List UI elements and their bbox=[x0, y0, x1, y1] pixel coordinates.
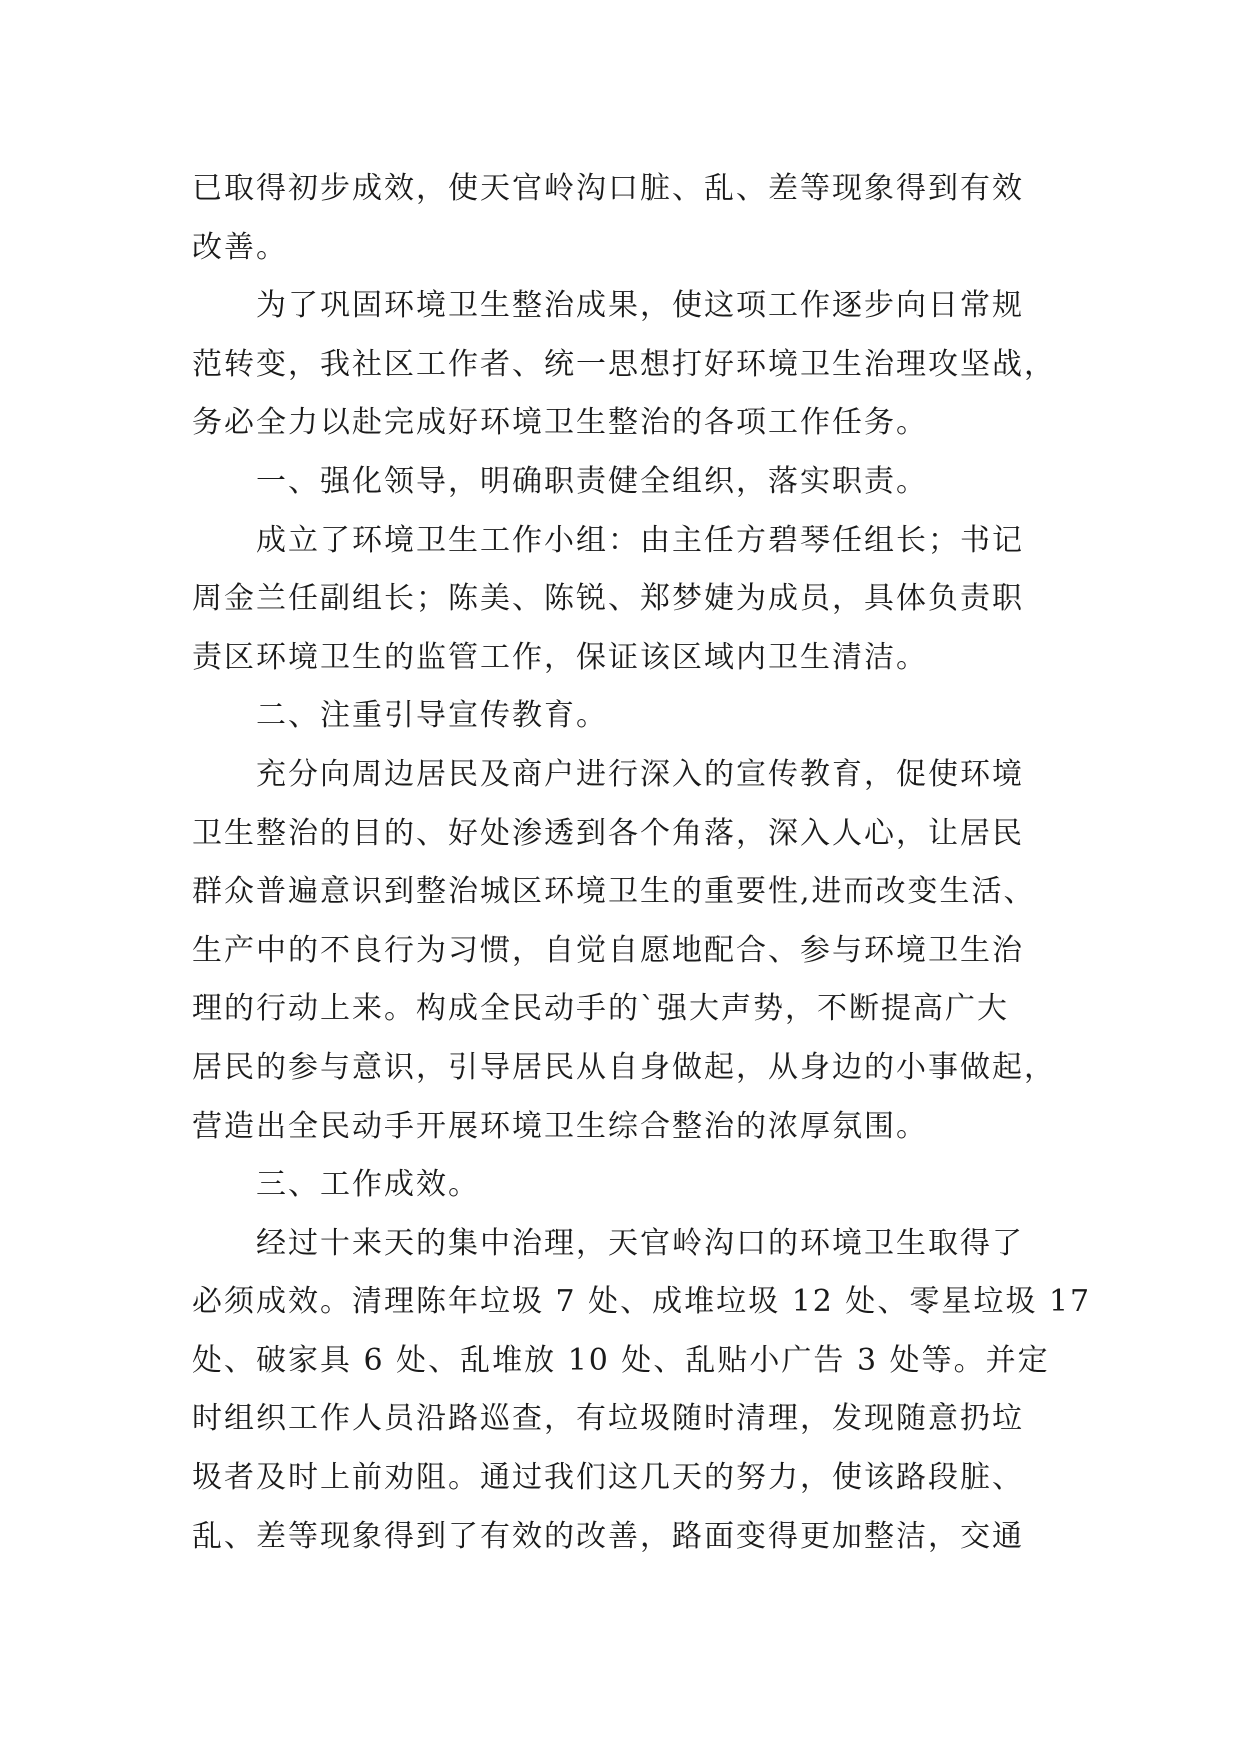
text-line: 责区环境卫生的监管工作，保证该区域内卫生清洁。 bbox=[192, 639, 928, 675]
text-line: 务必全力以赴完成好环境卫生整治的各项工作任务。 bbox=[192, 405, 928, 441]
text-line: 周金兰任副组长；陈美、陈锐、郑梦婕为成员，具体负责职 bbox=[192, 581, 1024, 617]
section-heading-2: 二、注重引导宣传教育。 bbox=[256, 698, 608, 734]
paragraph-start-line: 经过十来天的集中治理，天官岭沟口的环境卫生取得了 bbox=[256, 1225, 1024, 1261]
text-line: 理的行动上来。构成全民动手的`强大声势，不断提高广大 bbox=[192, 991, 1009, 1027]
paragraph-start-line: 成立了环境卫生工作小组：由主任方碧琴任组长；书记 bbox=[256, 522, 1024, 558]
text-line: 改善。 bbox=[192, 229, 288, 265]
text-line: 营造出全民动手开展环境卫生综合整治的浓厚氛围。 bbox=[192, 1108, 928, 1144]
section-heading-3: 三、工作成效。 bbox=[256, 1167, 480, 1203]
text-line: 时组织工作人员沿路巡查，有垃圾随时清理，发现随意扔垃 bbox=[192, 1401, 1024, 1437]
text-line: 已取得初步成效，使天官岭沟口脏、乱、差等现象得到有效 bbox=[192, 171, 1024, 206]
text-line: 必须成效。清理陈年垃圾 7 处、成堆垃圾 12 处、零星垃圾 17 bbox=[192, 1284, 1092, 1320]
document-body bbox=[192, 160, 1092, 1566]
text-line: 群众普遍意识到整治城区环境卫生的重要性,进而改变生活、 bbox=[192, 874, 1036, 910]
text-line: 处、破家具 6 处、乱堆放 10 处、乱贴小广告 3 处等。并定 bbox=[192, 1342, 1050, 1378]
paragraph-start-line: 为了巩固环境卫生整治成果，使这项工作逐步向日常规 bbox=[256, 288, 1024, 324]
text-line: 圾者及时上前劝阻。通过我们这几天的努力，使该路段脏、 bbox=[192, 1460, 1024, 1496]
paragraph-start-line: 充分向周边居民及商户进行深入的宣传教育，促使环境 bbox=[256, 756, 1024, 792]
text-line: 卫生整治的目的、好处渗透到各个角落，深入人心，让居民 bbox=[192, 815, 1024, 851]
text-line: 居民的参与意识，引导居民从自身做起，从身边的小事做起， bbox=[192, 1049, 1056, 1085]
text-line: 范转变，我社区工作者、统一思想打好环境卫生治理攻坚战， bbox=[192, 346, 1056, 382]
text-line: 乱、差等现象得到了有效的改善，路面变得更加整洁，交通 bbox=[192, 1518, 1024, 1554]
text-line: 生产中的不良行为习惯，自觉自愿地配合、参与环境卫生治 bbox=[192, 932, 1024, 968]
section-heading-1: 一、强化领导，明确职责健全组织，落实职责。 bbox=[256, 463, 928, 499]
